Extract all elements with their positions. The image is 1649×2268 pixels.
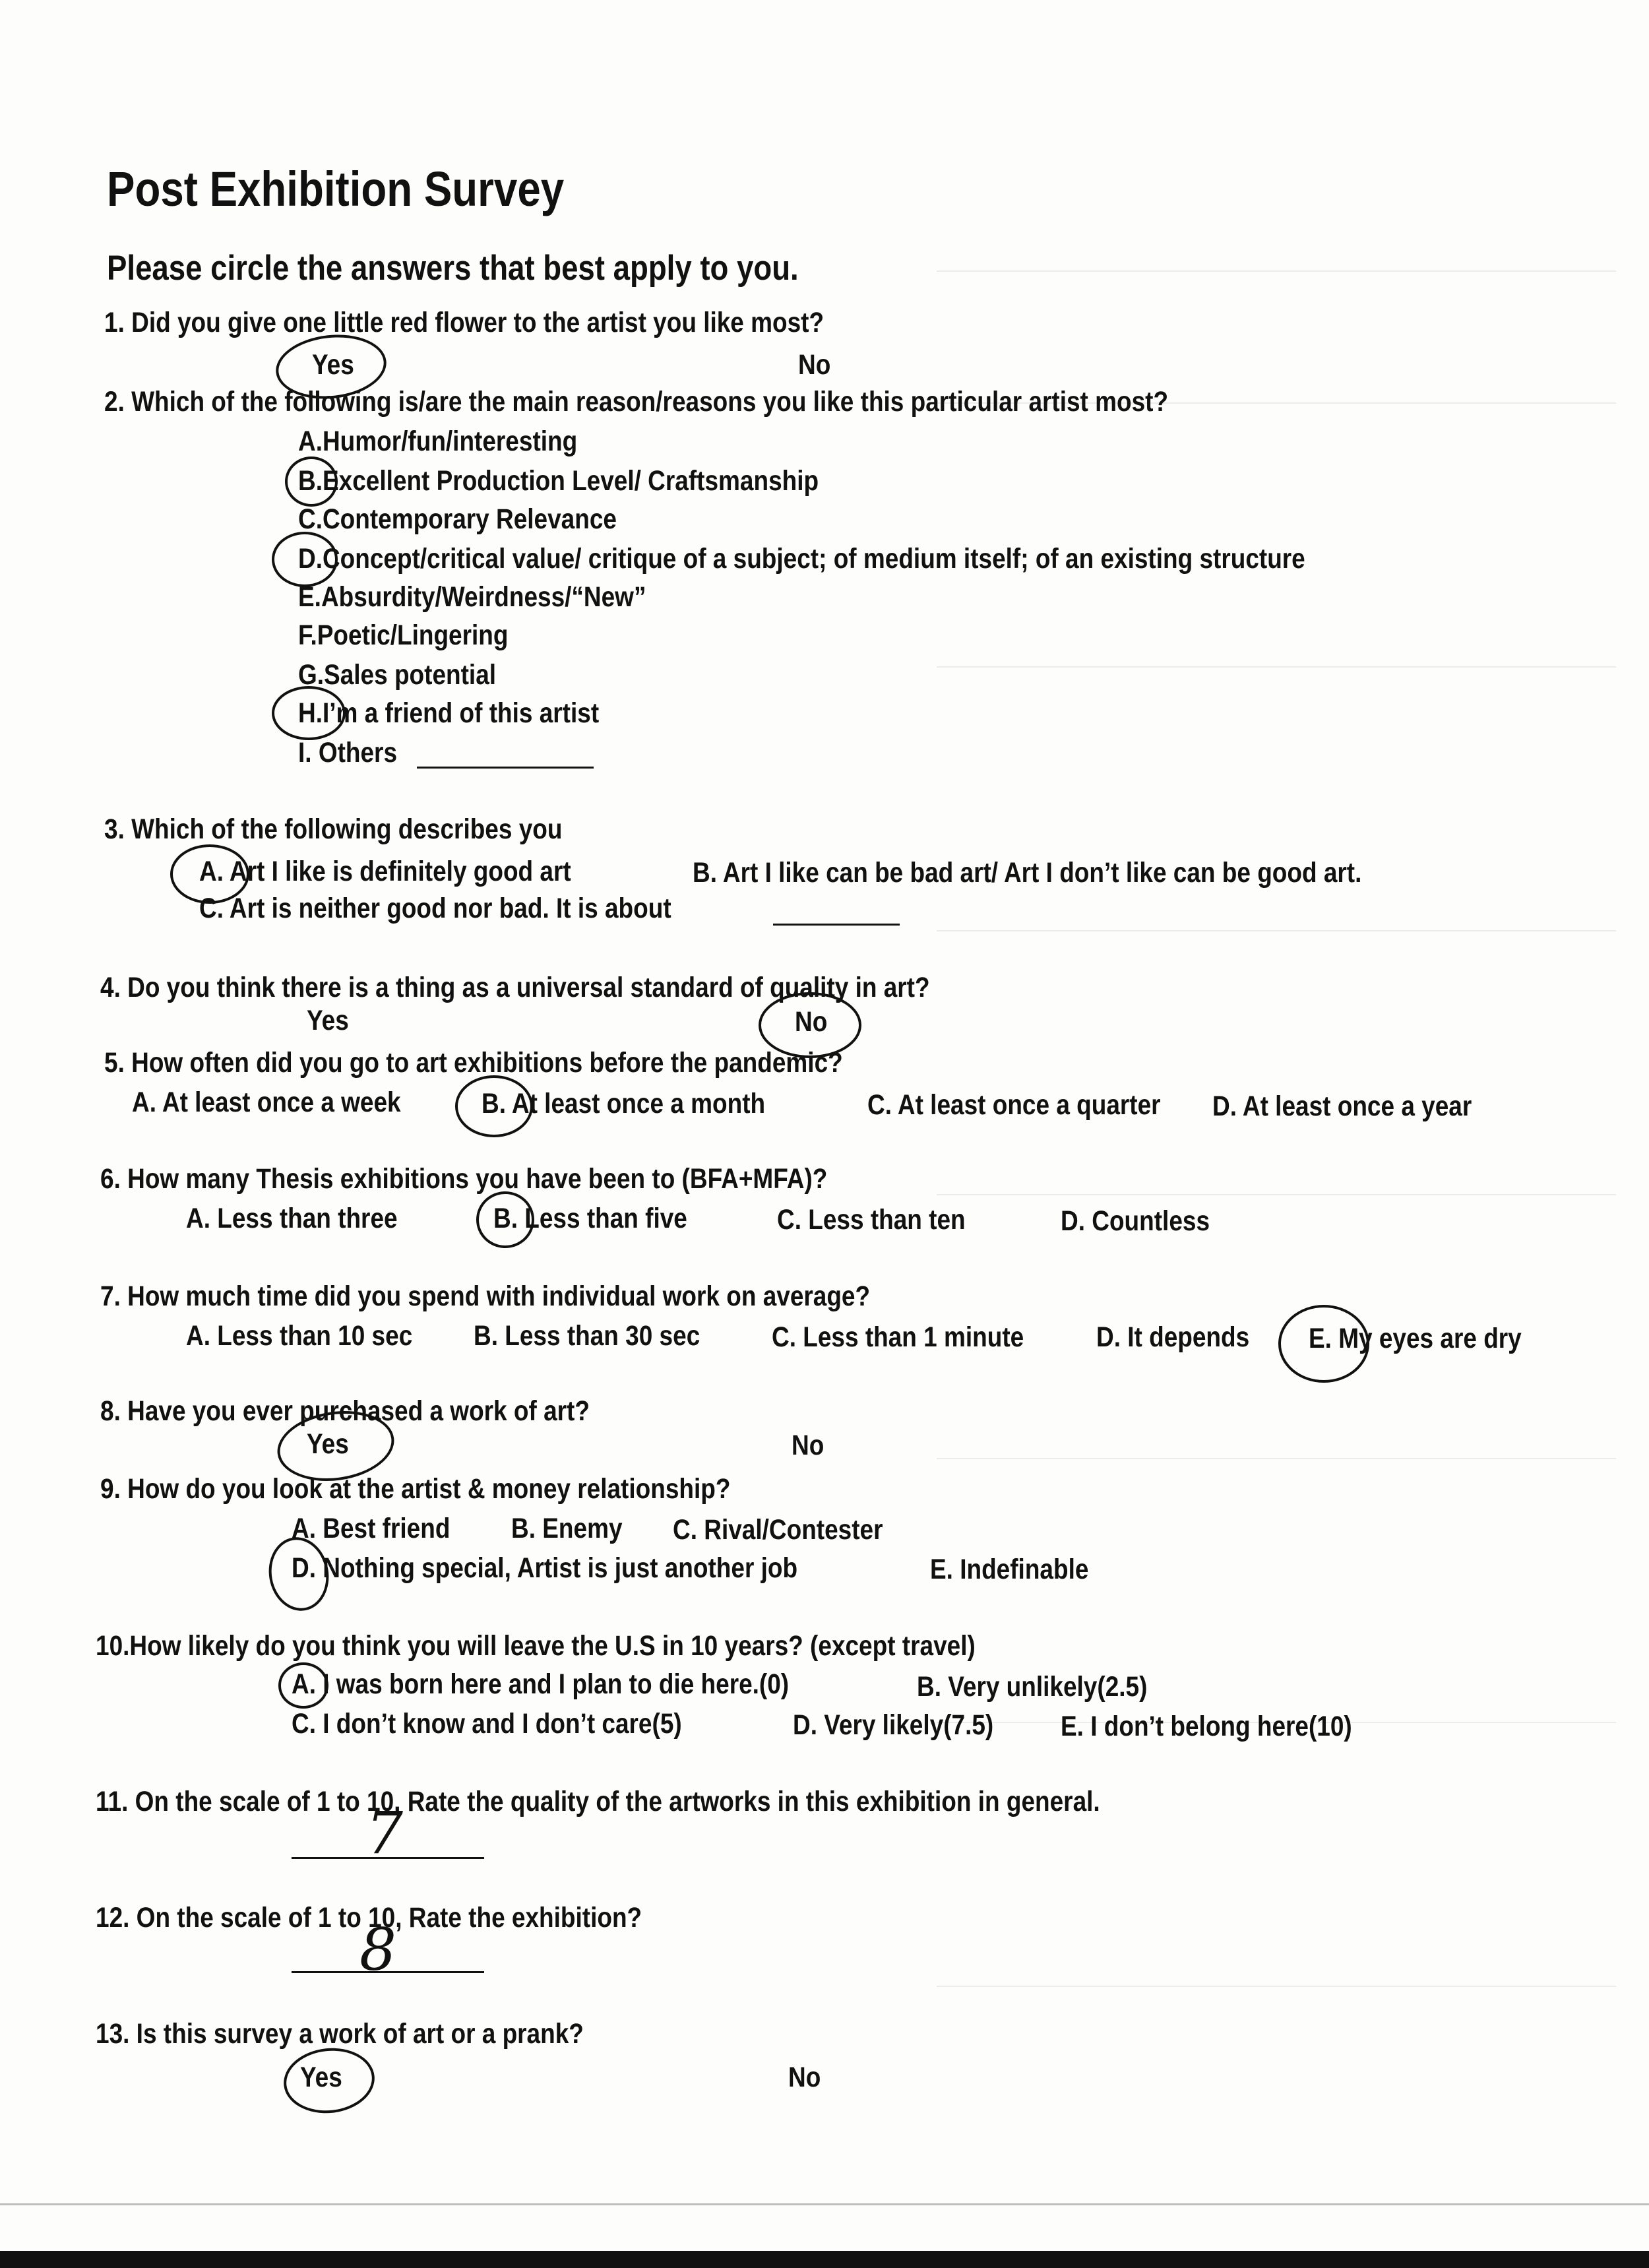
q12-handwritten-answer[interactable]: 8 xyxy=(359,1916,396,1984)
q2-option-g[interactable]: G.Sales potential xyxy=(298,659,497,691)
q2-option-c[interactable]: C.Contemporary Relevance xyxy=(298,503,617,535)
question-6: 6. How many Thesis exhibitions you have been to (BFA+MFA)? xyxy=(100,1163,828,1195)
q13-option-yes[interactable]: Yes xyxy=(300,2062,342,2093)
bleed-through-line xyxy=(937,1458,1616,1459)
question-10: 10.How likely do you think you will leave the U.S in 10 years? (except travel) xyxy=(96,1630,976,1662)
q2-option-a[interactable]: A.Humor/fun/interesting xyxy=(298,425,578,457)
q10-a-selection-circle xyxy=(278,1662,328,1709)
q7-option-e[interactable]: E. My eyes are dry xyxy=(1309,1323,1522,1354)
q7-option-b[interactable]: B. Less than 30 sec xyxy=(474,1320,700,1352)
q7-e-selection-circle xyxy=(1278,1305,1369,1383)
q5-option-c[interactable]: C. At least once a quarter xyxy=(867,1089,1161,1121)
question-5: 5. How often did you go to art exhibitions before the pandemic? xyxy=(104,1047,843,1079)
q13-selection-circle xyxy=(280,2044,377,2118)
question-8: 8. Have you ever purchased a work of art? xyxy=(100,1395,590,1427)
bleed-through-line xyxy=(937,1986,1616,1987)
q3-option-a[interactable]: A. Art I like is definitely good art xyxy=(199,856,571,887)
q6-b-selection-circle xyxy=(476,1191,534,1248)
q4-selection-circle xyxy=(759,992,861,1058)
q6-option-a[interactable]: A. Less than three xyxy=(186,1203,398,1234)
q2-option-i[interactable]: I. Others xyxy=(298,737,398,769)
q2-option-h[interactable]: H.I’m a friend of this artist xyxy=(298,697,600,729)
q10-option-d[interactable]: D. Very likely(7.5) xyxy=(793,1709,994,1741)
q9-option-b[interactable]: B. Enemy xyxy=(511,1513,623,1544)
q9-option-c[interactable]: C. Rival/Contester xyxy=(673,1514,883,1546)
q9-d-selection-circle xyxy=(263,1532,334,1616)
q2-others-blank[interactable] xyxy=(417,767,594,769)
q7-option-c[interactable]: C. Less than 1 minute xyxy=(772,1321,1024,1353)
q9-option-e[interactable]: E. Indefinable xyxy=(930,1554,1089,1585)
instructions: Please circle the answers that best apply to you. xyxy=(107,249,799,288)
question-3: 3. Which of the following describes you xyxy=(104,813,563,845)
q2-b-selection-circle xyxy=(285,457,338,507)
q6-option-b[interactable]: B. Less than five xyxy=(493,1203,687,1234)
q9-option-a[interactable]: A. Best friend xyxy=(292,1513,451,1544)
bleed-through-line xyxy=(937,1194,1616,1195)
q3-a-selection-circle xyxy=(170,844,249,904)
q13-option-no[interactable]: No xyxy=(788,2062,821,2093)
q3-about-blank[interactable] xyxy=(773,924,900,926)
question-9: 9. How do you look at the artist & money relationship? xyxy=(100,1473,731,1505)
q5-b-selection-circle xyxy=(455,1075,533,1137)
bleed-through-line xyxy=(937,930,1616,931)
q2-option-e[interactable]: E.Absurdity/Weirdness/“New” xyxy=(298,581,646,613)
q1-option-no[interactable]: No xyxy=(798,349,831,381)
q8-option-yes[interactable]: Yes xyxy=(307,1428,349,1460)
q10-option-a[interactable]: A. I was born here and I plan to die here.(0) xyxy=(292,1668,790,1700)
q2-d-selection-circle xyxy=(272,532,338,587)
page-title: Post Exhibition Survey xyxy=(107,162,565,216)
q6-option-d[interactable]: D. Countless xyxy=(1061,1205,1210,1237)
bleed-through-line xyxy=(937,270,1616,272)
q3-option-b[interactable]: B. Art I like can be bad art/ Art I don’t like can be good art. xyxy=(693,857,1362,889)
q10-option-e[interactable]: E. I don’t belong here(10) xyxy=(1061,1711,1352,1742)
question-2: 2. Which of the following is/are the main reason/reasons you like this particular artist most? xyxy=(104,386,1169,418)
question-11: 11. On the scale of 1 to 10, Rate the quality of the artworks in this exhibition in general. xyxy=(96,1786,1100,1817)
question-1: 1. Did you give one little red flower to the artist you like most? xyxy=(104,307,824,338)
q4-option-no[interactable]: No xyxy=(795,1006,828,1038)
q5-option-b[interactable]: B. At least once a month xyxy=(482,1088,766,1119)
question-4: 4. Do you think there is a thing as a universal standard of quality in art? xyxy=(100,972,930,1003)
bleed-through-line xyxy=(937,666,1616,668)
q5-option-a[interactable]: A. At least once a week xyxy=(132,1087,401,1118)
q7-option-a[interactable]: A. Less than 10 sec xyxy=(186,1320,413,1352)
q4-option-yes[interactable]: Yes xyxy=(307,1005,349,1036)
q2-option-d[interactable]: D.Concept/critical value/ critique of a subject; of medium itself; of an existing structure xyxy=(298,543,1305,575)
scan-edge xyxy=(0,2251,1649,2268)
q7-option-d[interactable]: D. It depends xyxy=(1096,1321,1250,1353)
q1-option-yes[interactable]: Yes xyxy=(312,349,354,381)
q8-option-no[interactable]: No xyxy=(792,1430,824,1461)
q3-option-c[interactable]: C. Art is neither good nor bad. It is about xyxy=(199,893,671,924)
page-edge-rule xyxy=(0,2203,1649,2205)
q9-option-d[interactable]: D. Nothing special, Artist is just another job xyxy=(292,1552,798,1584)
q10-option-c[interactable]: C. I don’t know and I don’t care(5) xyxy=(292,1708,682,1740)
q2-option-b[interactable]: B.Excellent Production Level/ Craftsmanship xyxy=(298,465,819,497)
q11-handwritten-answer[interactable]: 7 xyxy=(366,1799,403,1867)
q10-option-b[interactable]: B. Very unlikely(2.5) xyxy=(917,1671,1148,1703)
q5-option-d[interactable]: D. At least once a year xyxy=(1212,1090,1472,1122)
question-7: 7. How much time did you spend with individual work on average? xyxy=(100,1280,871,1312)
question-13: 13. Is this survey a work of art or a prank? xyxy=(96,2018,584,2050)
q2-h-selection-circle xyxy=(272,686,346,740)
question-12: 12. On the scale of 1 to 10, Rate the exhibition? xyxy=(96,1902,642,1934)
q6-option-c[interactable]: C. Less than ten xyxy=(777,1204,966,1236)
q2-option-f[interactable]: F.Poetic/Lingering xyxy=(298,619,509,651)
